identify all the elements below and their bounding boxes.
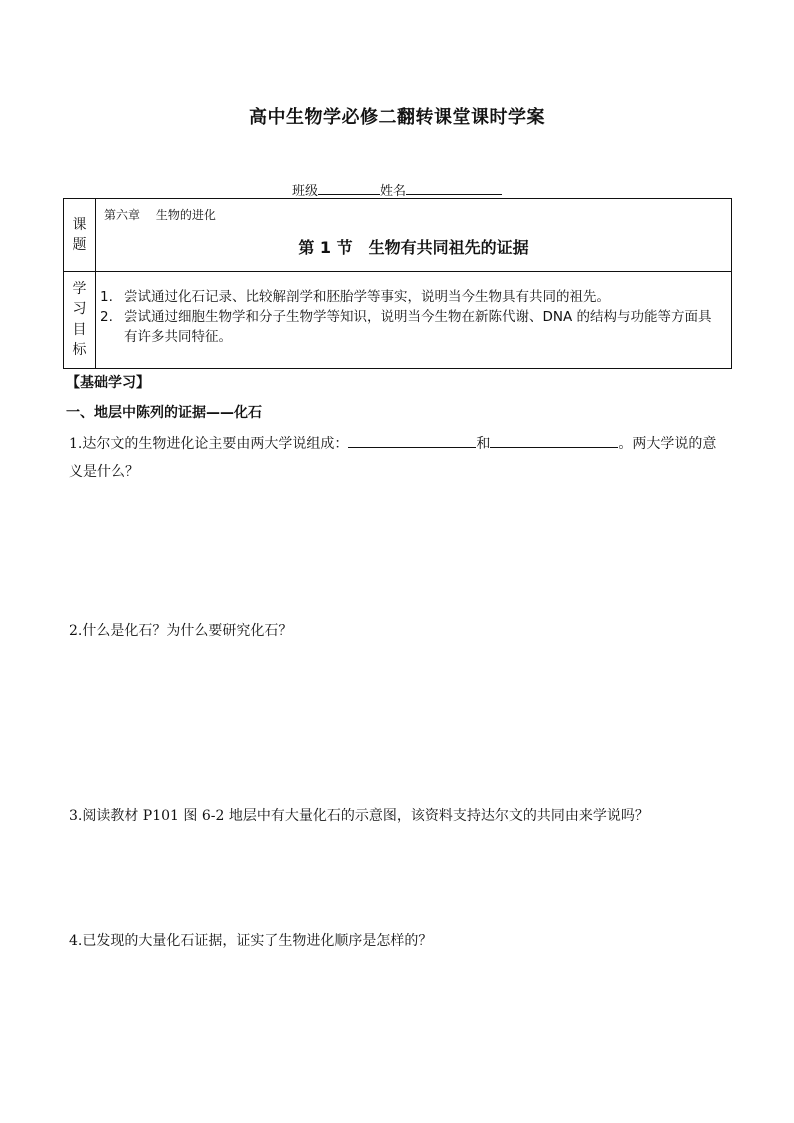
question-2: 2.什么是化石？为什么要研究化石？: [69, 623, 293, 639]
class-blank[interactable]: [318, 182, 380, 195]
basic-learning-heading: 【基础学习】: [66, 375, 150, 391]
question-1: 1.达尔文的生物进化论主要由两大学说组成： 和 。两大学说的意义是什么？: [69, 436, 717, 480]
chapter-name: 第六章 生物的进化: [104, 208, 216, 222]
lesson-info-table: [63, 198, 732, 369]
answer-blank-1[interactable]: [348, 435, 476, 448]
question-3: 3.阅读教材 P101 图 6-2 地层中有大量化石的示意图，该资料支持达尔文的共同由来学说吗？: [69, 808, 649, 824]
name-blank[interactable]: [406, 182, 502, 195]
lesson-title: 第 1 节 生物有共同祖先的证据: [298, 238, 529, 257]
class-label: 班级: [291, 184, 318, 199]
question-4: 4.已发现的大量化石证据，证实了生物进化顺序是怎样的？: [69, 933, 433, 949]
goals-label: 学 习 目 标: [64, 271, 96, 368]
page-title: 高中生物学必修二翻转课堂课时学案: [249, 107, 545, 128]
topic-label: 课 题: [64, 199, 96, 271]
answer-blank-2[interactable]: [490, 435, 618, 448]
goals-row: [64, 271, 731, 368]
class-name-line: [0, 180, 794, 199]
topic-row: [64, 199, 731, 272]
goals-list: [100, 287, 725, 347]
goal-item: 2. 尝试通过细胞生物学和分子生物学等知识，说明当今生物在新陈代谢、DNA 的结构与功能等方面具有许多共同特征。: [100, 309, 712, 345]
name-label: 姓名: [380, 184, 407, 199]
goal-item: 1. 尝试通过化石记录、比较解剖学和胚胎学等事实，说明当今生物具有共同的祖先。: [100, 289, 610, 305]
section-heading-fossils: 一、地层中陈列的证据——化石: [66, 405, 262, 421]
